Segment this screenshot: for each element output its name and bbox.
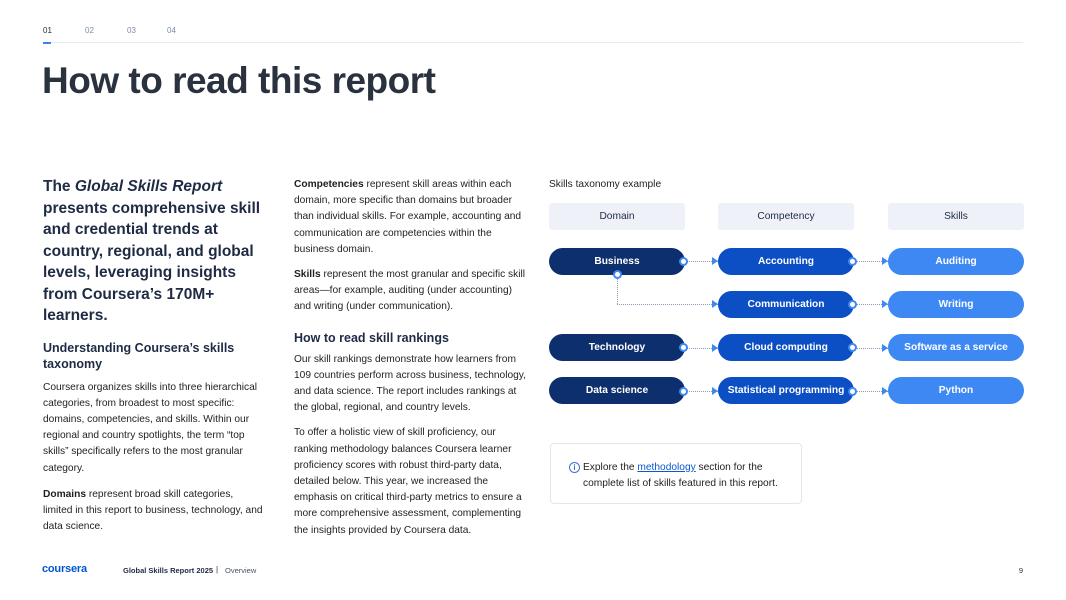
pill-domain-technology: Technology (549, 334, 685, 361)
rankings-paragraph-2: To offer a holistic view of skill proficiency, our ranking methodology balances Coursera learner proficiency scores with robust third-party data, detailed below. This year, we increased the emphasis on critical third-party metrics to ensure a more comprehensive assessment, complementing the insights provided by Coursera data. (294, 427, 522, 536)
report-name: Global Skills Report (74, 178, 223, 195)
left-column (43, 176, 265, 535)
taxonomy-heading: Understanding Coursera’s skills taxonomy (43, 340, 235, 371)
tab-01[interactable]: 01 (43, 26, 52, 35)
tab-02[interactable]: 02 (85, 26, 94, 35)
info-icon: i (569, 462, 580, 473)
domains-paragraph: Domains represent broad skill categories, limited in this report to business, technology, and data science. (43, 488, 263, 533)
footer-section-name: Overview (225, 566, 257, 575)
connector-dot (679, 343, 688, 352)
connector-dot (848, 343, 857, 352)
connector-dot (679, 387, 688, 396)
arrow-icon (882, 257, 888, 265)
page-number: 9 (1018, 566, 1023, 575)
pill-competency-cloud-computing: Cloud computing (718, 334, 854, 361)
pill-competency-accounting: Accounting (718, 248, 854, 275)
connector-dot (848, 300, 857, 309)
connector-dot (848, 387, 857, 396)
connector-branch (617, 304, 718, 305)
page-title: How to read this report (42, 60, 436, 101)
header-skills: Skills (888, 203, 1024, 230)
skills-taxonomy-diagram (549, 203, 1024, 403)
pill-competency-communication: Communication (718, 291, 854, 318)
skills-paragraph: Skills represent the most granular and specific skill areas—for example, auditing (under accounting) and writing (under communication). (294, 269, 526, 313)
section-tabs (43, 24, 1023, 43)
pill-skill-writing: Writing (888, 291, 1024, 318)
pill-domain-business: Business (549, 248, 685, 275)
arrow-icon (712, 387, 718, 395)
header-competency: Competency (718, 203, 854, 230)
middle-column (294, 177, 526, 539)
methodology-link[interactable]: methodology (637, 462, 696, 473)
footer-separator: | (216, 565, 219, 574)
header-domain: Domain (549, 203, 685, 230)
arrow-icon (712, 257, 718, 265)
tab-04[interactable]: 04 (167, 26, 176, 35)
pill-competency-statistical-programming: Statistical programming (718, 377, 854, 404)
rankings-paragraph-1: Our skill rankings demonstrate how learners from 109 countries perform across business, technology, and data science. The report includes rankings at the global, regional, and country levels. (294, 353, 526, 414)
connector-dot (848, 257, 857, 266)
arrow-icon (712, 344, 718, 352)
arrow-icon (882, 344, 888, 352)
pill-domain-data-science: Data science (549, 377, 685, 404)
connector-branch (617, 275, 618, 304)
pill-skill-auditing: Auditing (888, 248, 1024, 275)
methodology-callout (550, 443, 802, 504)
rankings-heading: How to read skill rankings (294, 330, 449, 345)
connector-dot (679, 257, 688, 266)
diagram-label: Skills taxonomy example (549, 179, 662, 190)
arrow-icon (712, 300, 718, 308)
tab-03[interactable]: 03 (127, 26, 136, 35)
pill-skill-software-as-a-service: Software as a service (888, 334, 1024, 361)
coursera-logo: coursera (42, 563, 87, 575)
arrow-icon (882, 387, 888, 395)
taxonomy-paragraph: Coursera organizes skills into three hierarchical categories, from broadest to most specific: domains, competencies, and skills. Within our regional and country spotlights, the term “top skills” specifically refers to the most granular category. (43, 381, 258, 474)
connector-dot (613, 270, 622, 279)
intro-statement: The Global Skills Report presents comprehensive skill and credential trends at country, regional, and global levels, leveraging insights from Coursera’s 170M+ learners. (43, 178, 261, 324)
callout-text: Explore the methodology section for the complete list of skills featured in this report. (583, 462, 778, 489)
pill-skill-python: Python (888, 377, 1024, 404)
active-tab-indicator (43, 42, 51, 44)
footer-report-name: Global Skills Report 2025 (123, 566, 214, 575)
competencies-paragraph: Competencies represent skill areas within each domain, more specific than domains but broader than individual skills. For example, accounting and communication are competencies within the business domain. (294, 179, 522, 255)
arrow-icon (882, 300, 888, 308)
